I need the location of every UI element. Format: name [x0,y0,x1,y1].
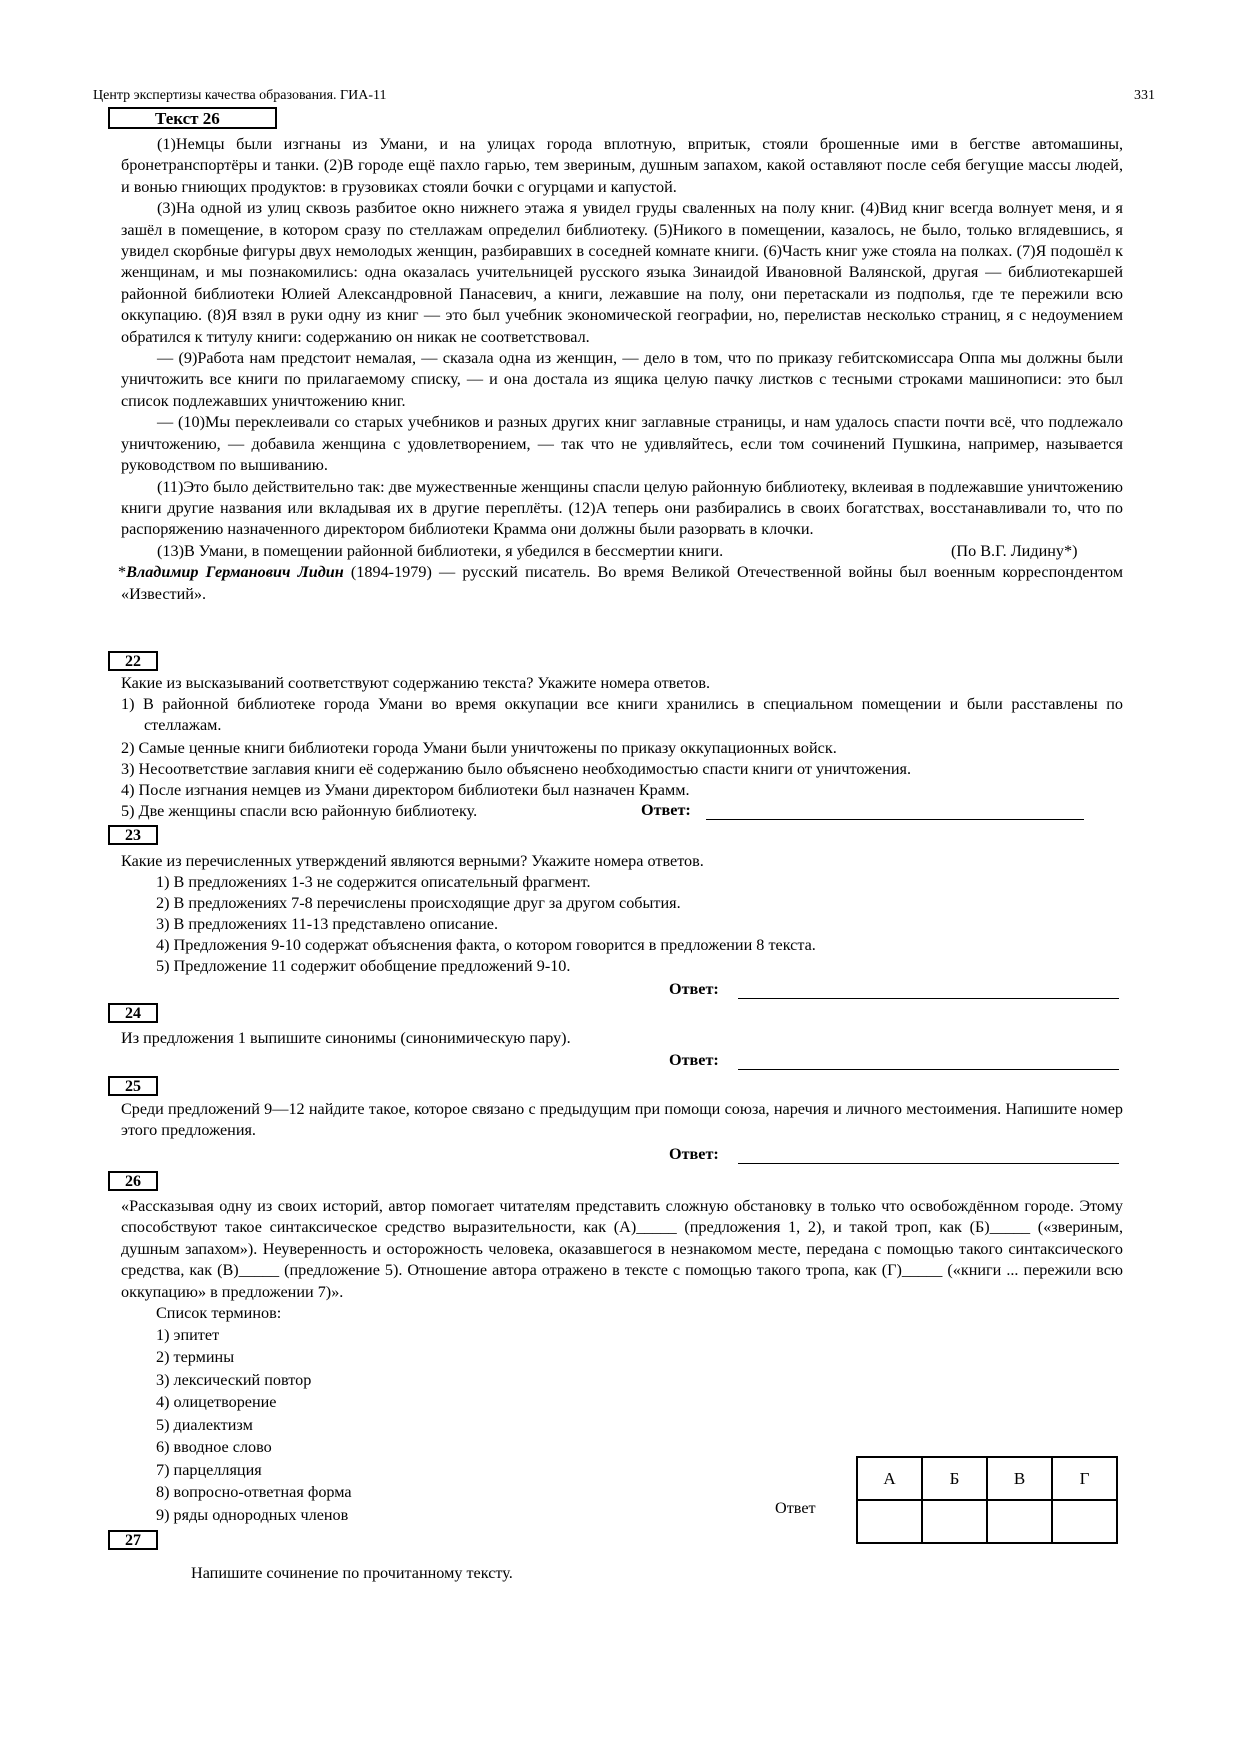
page-number: 331 [1134,88,1155,103]
source-attribution: (По В.Г. Лидину*) [951,541,1078,560]
term-3: 3) лексический повтор [156,1371,312,1389]
term-9: 9) ряды однородных членов [156,1506,349,1524]
question-23-option-2: 2) В предложениях 7-8 перечислены происходящие друг за другом события. [156,894,681,912]
question-23-option-4: 4) Предложения 9-10 содержат объяснения факта, о котором говорится в предложении 8 текста. [156,936,816,954]
question-23-prompt: Какие из перечисленных утверждений являются верными? Укажите номера ответов. [121,852,704,870]
grid-answer-g[interactable] [1052,1500,1117,1543]
question-22-prompt: Какие из высказываний соответствуют содержанию текста? Укажите номера ответов. [121,674,711,692]
answer-grid-label: Ответ [775,1499,816,1517]
question-22-number: 22 [108,651,158,671]
answer-grid-header-row [857,1457,1117,1500]
paragraph-6-text: (13)В Умани, в помещении районной библиотеки, я убедился в бессмертии книги. [157,541,724,560]
question-23-answer-label: Ответ: [669,980,719,998]
answer-grid-input-row [857,1500,1117,1543]
grid-header-g: Г [1052,1457,1117,1500]
question-22-answer-label: Ответ: [641,801,691,819]
header-org: Центр экспертизы качества образования. ГИА-11 [93,88,387,103]
paragraph-2: (3)На одной из улиц сквозь разбитое окно нижнего этажа я увидел груды сваленных на полу книг. (4)Вид книг всегда волнует меня, и я зашёл в помещение, в котором сразу по стеллажам определил библиотеку. (5)Никого в помещении, казалось, не было, только вглядевшись, я увидел скорбные фигуры двух немолодых женщин, разбиравших в соседней комнате книги. (6)Часть книг уже стояла на полках. (7)Я подошёл к женщинам, и мы познакомились: одна оказалась учительницей русского языка Зинаидой Ивановной Валянской, другая — библиотекаршей районной библиотеки Юлией Александровной Панасевич, а книги, лежавшие на полу, они перетаскали из подполья, где те пережили всю оккупацию. (8)Я взял в руки одну из книг — это был учебник экономической географии, но, перелистав несколько страниц, я с недоумением обратился к титулу книги: содержанию он никак не соответствовал. [121,199,1123,346]
question-23-answer-field[interactable] [738,997,1119,999]
footnote-text: (1894-1979) — русский писатель. Во время Великой Отечественной войны был военным корреспондентом «Известий». [121,563,1124,603]
term-5: 5) диалектизм [156,1416,253,1434]
terms-title: Список терминов: [156,1304,282,1322]
term-1: 1) эпитет [156,1326,220,1344]
term-2: 2) термины [156,1348,235,1366]
grid-answer-a[interactable] [857,1500,922,1543]
question-23-option-3: 3) В предложениях 11-13 представлено описание. [156,915,499,933]
grid-answer-v[interactable] [987,1500,1052,1543]
grid-header-v: В [987,1457,1052,1500]
question-23-option-1: 1) В предложениях 1-3 не содержится описательный фрагмент. [156,873,591,891]
paragraph-3: — (9)Работа нам предстоит немалая, — сказала одна из женщин, — дело в том, что по приказу гебитскомиссара Оппа мы должны были уничтожить все книги по прилагаемому списку, — и она достала из ящика целую пачку листков с тесными строками машинописи: это был список подлежавших уничтожению книг. [121,349,1123,410]
question-26-number: 26 [108,1171,158,1191]
footnote-star: * [118,563,127,582]
question-24-prompt: Из предложения 1 выпишите синонимы (синонимическую пару). [121,1029,571,1047]
paragraph-1: (1)Немцы были изгнаны из Умани, и на улицах города вплотную, впритык, стояли брошенные ими в бегстве автомашины, бронетранспортёры и танки. (2)В городе ещё пахло гарью, тем звериным, душным запахом, какой оставляют после себя бегущие массы людей, и вонью гниющих продуктов: в грузовиках стояли бочки с огурцами и капустой. [121,135,1123,196]
paragraph-4: — (10)Мы переклеивали со старых учебников и разных других книг заглавные страницы, и нам удалось спасти почти всё, что подлежало уничтожению, — добавила женщина с удовлетворением, — так что не удивляйтесь, если том сочинений Пушкина, например, называется руководством по вышиванию. [121,413,1123,475]
paragraph-6 [121,541,1123,562]
question-23-number: 23 [108,825,158,845]
question-24-answer-label: Ответ: [669,1051,719,1069]
question-27-number: 27 [108,1530,158,1550]
answer-grid [856,1456,1118,1544]
term-6: 6) вводное слово [156,1438,272,1456]
question-22-option-2: 2) Самые ценные книги библиотеки города Умани были уничтожены по приказу оккупационных войск. [121,739,837,757]
question-24-number: 24 [108,1003,158,1023]
question-27-prompt: Напишите сочинение по прочитанному тексту. [191,1564,513,1582]
question-22-option-4: 4) После изгнания немцев из Умани директором библиотеки был назначен Крамм. [121,781,690,799]
footnote [118,562,1124,605]
reading-text [118,134,1124,605]
term-8: 8) вопросно-ответная форма [156,1483,352,1501]
question-26-prompt: «Рассказывая одну из своих историй, автор помогает читателям представить сложную обстановку в только что освобождённом городе. Этому способствуют такое синтаксическое средство выразительности, как (А)_____ (предложения 1, 2), и такой троп, как (Б)_____ («звериным, душным запахом»). Неуверенность и осторожность человека, оказавшегося в незнакомом месте, передана с помощью такого синтаксического средства, как (В)_____ (предложение 5). Отношение автора отражено в тексте с помощью такого тропа, как (Г)_____ («книги ... пережили всю оккупацию» в предложении 7)». [121,1197,1123,1301]
question-22-option-3: 3) Несоответствие заглавия книги её содержанию было объяснено необходимостью спасти книги от уничтожения. [121,760,912,778]
question-25-number: 25 [108,1076,158,1096]
question-25-prompt: Среди предложений 9—12 найдите такое, которое связано с предыдущим при помощи союза, наречия и личного местоимения. Напишите номер этого предложения. [121,1100,1123,1140]
question-25-answer-label: Ответ: [669,1145,719,1163]
question-23-option-5: 5) Предложение 11 содержит обобщение предложений 9-10. [156,957,571,975]
term-7: 7) парцелляция [156,1461,262,1479]
question-24-answer-field[interactable] [738,1068,1119,1070]
grid-answer-b[interactable] [922,1500,987,1543]
footnote-author: Владимир Германович Лидин [126,563,344,582]
paragraph-5: (11)Это было действительно так: две мужественные женщины спасли целую районную библиотеку, вклеивая в подлежавшие уничтожению книги другие названия или вкладывая их в другие переплёты. (12)А теперь они разбирались в своих богатствах, восстанавливали то, что по распоряжению назначенного директором библиотеки Крамма они должны были разорвать в клочки. [121,477,1123,539]
term-4: 4) олицетворение [156,1393,277,1411]
question-22-answer-field[interactable] [706,818,1084,820]
text-title-box: Текст 26 [108,107,277,129]
grid-header-a: А [857,1457,922,1500]
question-22-option-1: 1) В районной библиотеке города Умани во время оккупации все книги хранились в специальном помещении и были расставлены по стеллажам. [121,695,1123,735]
grid-header-b: Б [922,1457,987,1500]
question-25-answer-field[interactable] [738,1162,1119,1164]
question-22-option-5: 5) Две женщины спасли всю районную библиотеку. [121,802,478,820]
